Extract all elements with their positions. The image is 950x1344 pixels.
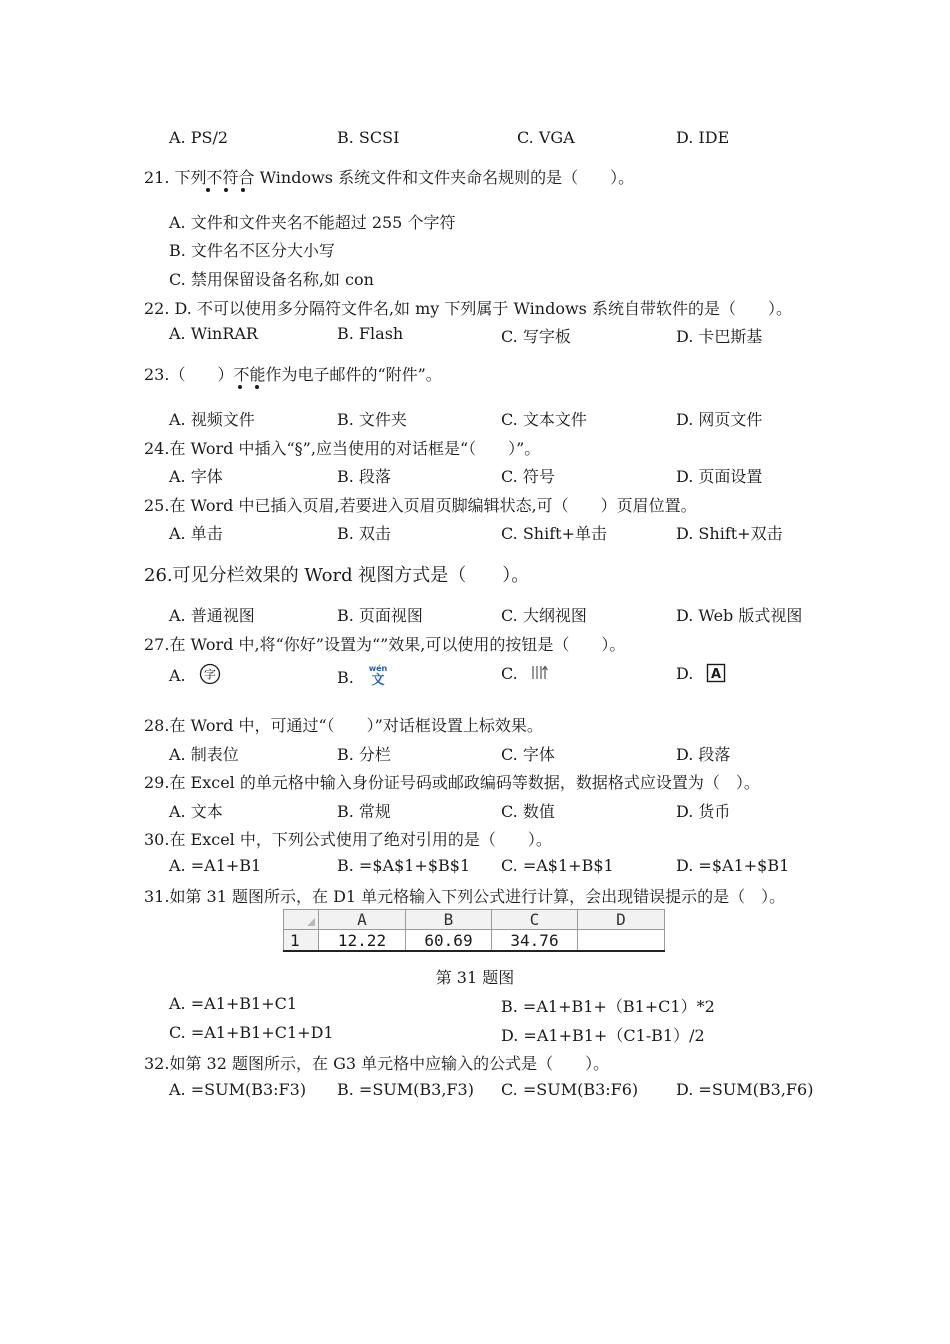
q23-option-b: B. 文件夹 xyxy=(337,410,407,429)
q32-option-a: A. =SUM(B3:F3) xyxy=(169,1080,307,1099)
q21-stem: 21. 下列不符合 Windows 系统文件和文件夹命名规则的是（ ）。 xyxy=(144,168,635,187)
q31-figure-caption: 第 31 题图 xyxy=(435,968,515,987)
q31-options-row2 xyxy=(0,1023,950,1045)
q25-options xyxy=(0,521,950,543)
q28-stem: 28.在 Word 中，可通过“（ ）”对话框设置上标效果。 xyxy=(144,716,543,735)
q27-option-c-label: C. xyxy=(501,664,518,683)
q20-option-b: B. SCSI xyxy=(337,128,400,147)
q32-option-b: B. =SUM(B3,F3) xyxy=(337,1080,474,1099)
q29-option-a: A. 文本 xyxy=(169,802,223,821)
q24-option-b: B. 段落 xyxy=(337,467,391,486)
q25-option-b: B. 双击 xyxy=(337,524,391,543)
q20-option-a: A. PS/2 xyxy=(169,128,229,147)
q29-stem: 29.在 Excel 的单元格中输入身份证号码或邮政编码等数据，数据格式应设置为（ ）。 xyxy=(144,773,760,792)
q31-options-row1 xyxy=(0,994,950,1016)
emphasis-dot xyxy=(224,188,228,192)
q22-option-a: A. WinRAR xyxy=(169,324,258,343)
column-header-row xyxy=(284,910,665,930)
character-border-icon xyxy=(706,663,726,687)
q28-option-b: B. 分栏 xyxy=(337,745,391,764)
q30-option-b: B. =$A$1+$B$1 xyxy=(337,856,471,875)
q26-option-b: B. 页面视图 xyxy=(337,606,423,625)
q20-options xyxy=(0,128,950,150)
q24-options xyxy=(0,464,950,486)
q27-option-d xyxy=(676,663,726,687)
q28-option-d: D. 段落 xyxy=(676,745,731,764)
column-header-d: D xyxy=(578,910,665,930)
q28-options xyxy=(0,742,950,764)
q24-option-c: C. 符号 xyxy=(501,467,555,486)
table-row xyxy=(284,930,665,952)
q25-stem: 25.在 Word 中已插入页眉,若要进入页眉页脚编辑状态,可（ ）页眉位置。 xyxy=(144,496,697,515)
vertical-text-icon xyxy=(531,663,549,687)
q32-options xyxy=(0,1080,950,1102)
q27-option-b xyxy=(337,663,389,691)
q25-option-d: D. Shift+双击 xyxy=(676,524,783,543)
phonetic-text: wén xyxy=(368,664,388,673)
q22-stem: 22. D. 不可以使用多分隔符文件名,如 my 下列属于 Windows 系统自带软件的是（ ）。 xyxy=(144,299,792,318)
q27-option-a-label: A. xyxy=(169,666,186,685)
phonetic-char: 文 xyxy=(371,673,385,687)
q32-stem: 32.如第 32 题图所示，在 G3 单元格中应输入的公式是（ ）。 xyxy=(144,1054,610,1073)
q23-option-d: D. 网页文件 xyxy=(676,410,763,429)
q31-stem: 31.如第 31 题图所示，在 D1 单元格输入下列公式进行计算，会出现错误提示的是（ ）。 xyxy=(144,887,786,906)
emphasis-dot xyxy=(255,385,259,389)
q29-options xyxy=(0,799,950,821)
circled-char: 字 xyxy=(203,667,216,682)
emphasis-dot xyxy=(241,188,245,192)
column-header-a: A xyxy=(319,910,406,930)
q24-option-a: A. 字体 xyxy=(169,467,223,486)
q29-option-d: D. 货币 xyxy=(676,802,731,821)
column-header-b: B xyxy=(406,910,492,930)
q26-option-d: D. Web 版式视图 xyxy=(676,606,803,625)
q28-option-c: C. 字体 xyxy=(501,745,555,764)
q28-option-a: A. 制表位 xyxy=(169,745,239,764)
cell-b1: 60.69 xyxy=(406,930,492,952)
q21-option-a: A. 文件和文件夹名不能超过 255 个字符 xyxy=(169,213,456,232)
q32-option-c: C. =SUM(B3:F6) xyxy=(501,1080,639,1099)
emphasis-dot xyxy=(238,385,242,389)
q30-options xyxy=(0,856,950,878)
q30-option-c: C. =A$1+B$1 xyxy=(501,856,614,875)
q29-option-c: C. 数值 xyxy=(501,802,555,821)
q26-options xyxy=(0,603,950,625)
q23-options xyxy=(0,407,950,429)
cell-c1: 34.76 xyxy=(492,930,578,952)
q26-option-a: A. 普通视图 xyxy=(169,606,255,625)
q31-spreadsheet xyxy=(283,909,665,952)
q27-option-d-label: D. xyxy=(676,664,694,683)
q27-option-c xyxy=(501,663,549,687)
q22-option-d: D. 卡巴斯基 xyxy=(676,327,763,346)
circled-char-icon xyxy=(199,663,221,689)
q24-option-d: D. 页面设置 xyxy=(676,467,763,486)
q23-option-c: C. 文本文件 xyxy=(501,410,587,429)
cell-d1 xyxy=(578,930,665,952)
q27-option-b-label: B. xyxy=(337,668,354,687)
q23-stem: 23.（ ）不能作为电子邮件的“附件”。 xyxy=(144,365,442,384)
q23-option-a: A. 视频文件 xyxy=(169,410,255,429)
q30-option-a: A. =A1+B1 xyxy=(169,856,262,875)
q26-stem: 26.可见分栏效果的 Word 视图方式是（ ）。 xyxy=(144,565,530,586)
q21-option-c: C. 禁用保留设备名称,如 con xyxy=(169,270,374,289)
q31-option-d: D. =A1+B1+（C1-B1）/2 xyxy=(501,1026,705,1045)
q26-option-c: C. 大纲视图 xyxy=(501,606,587,625)
q24-stem: 24.在 Word 中插入“§”,应当使用的对话框是“（ ）”。 xyxy=(144,439,541,458)
q30-stem: 30.在 Excel 中，下列公式使用了绝对引用的是（ ）。 xyxy=(144,830,552,849)
q25-option-a: A. 单击 xyxy=(169,524,223,543)
q31-option-b: B. =A1+B1+（B1+C1）*2 xyxy=(501,997,715,1016)
q31-option-c: C. =A1+B1+C1+D1 xyxy=(169,1023,334,1042)
border-char: A xyxy=(711,667,722,682)
q27-option-a xyxy=(169,663,221,689)
q27-stem: 27.在 Word 中,将“你好”设置为“”效果,可以使用的按钮是（ ）。 xyxy=(144,635,626,654)
q29-option-b: B. 常规 xyxy=(337,802,391,821)
q32-option-d: D. =SUM(B3,F6) xyxy=(676,1080,814,1099)
q27-options xyxy=(0,663,950,691)
q21-option-b: B. 文件名不区分大小写 xyxy=(169,241,335,260)
q25-option-c: C. Shift+单击 xyxy=(501,524,607,543)
q22-option-b: B. Flash xyxy=(337,324,404,343)
emphasis-dot xyxy=(206,188,210,192)
select-all-corner xyxy=(284,910,319,930)
q22-options xyxy=(0,324,950,346)
q20-option-c: C. VGA xyxy=(517,128,575,147)
column-header-c: C xyxy=(492,910,578,930)
row-header-1: 1 xyxy=(284,930,319,952)
q20-option-d: D. IDE xyxy=(676,128,730,147)
q22-option-c: C. 写字板 xyxy=(501,327,571,346)
cell-a1: 12.22 xyxy=(319,930,406,952)
q30-option-d: D. =$A1+$B1 xyxy=(676,856,790,875)
q31-option-a: A. =A1+B1+C1 xyxy=(169,994,298,1013)
phonetic-guide-icon xyxy=(367,663,389,691)
